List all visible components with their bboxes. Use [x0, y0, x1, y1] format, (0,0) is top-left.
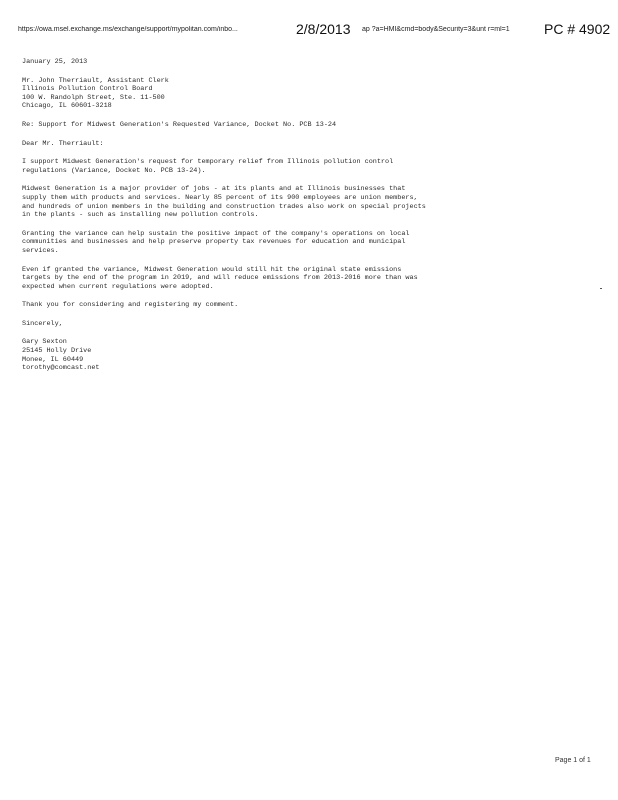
scan-mark — [600, 288, 602, 289]
signature-name: Gary Sexton — [22, 338, 67, 347]
letter-body — [22, 58, 590, 383]
page-number: Page 1 of 1 — [555, 757, 591, 764]
recipient-line: Chicago, IL 60601-3218 — [22, 102, 112, 111]
print-header — [18, 21, 611, 44]
paragraph-support: I support Midwest Generation's request for temporary relief from Illinois pollution control regulations (Variance, Docket No. PCB 13-24). — [22, 158, 394, 175]
header-url-left: https://owa.msel.exchange.ms/exchange/support/mypolitan.com/inbo... — [18, 26, 238, 33]
paragraph-jobs: Midwest Generation is a major provider of jobs - at its plants and at Illinois businesses that supply them with products and services. Nearly 85 percent of its 900 employees are union members, and hundreds of union members in the building and construction trades also work on special projects in the plants - such as installing new pollution controls. — [22, 185, 426, 220]
header-url-right: ap ?a=HMI&cmd=body&Security=3&unt r=ml=1 — [362, 26, 510, 33]
paragraph-thanks: Thank you for considering and registering my comment. — [22, 301, 239, 310]
letter-date: January 25, 2013 — [22, 58, 88, 66]
recipient-line: 100 W. Randolph Street, Ste. 11-500 — [22, 93, 165, 102]
paragraph-impact: Granting the variance can help sustain the positive impact of the company's operations on local communities and businesses and help preserve property tax revenues for education and municipal services. — [22, 229, 410, 255]
closing: Sincerely, — [22, 319, 63, 328]
signature-email: torothy@comcast.net — [22, 364, 100, 373]
signature-address: 25145 Holly Drive — [22, 347, 92, 356]
header-date-stamp: 2/8/2013 — [296, 21, 351, 37]
salutation: Dear Mr. Therriault: — [22, 139, 104, 148]
signature-city: Monee, IL 60449 — [22, 355, 84, 364]
recipient-block — [22, 77, 590, 111]
subject-line: Re: Support for Midwest Generation's Requested Variance, Docket No. PCB 13-24 — [22, 120, 337, 129]
paragraph-emissions: Even if granted the variance, Midwest Generation would still hit the original state emissions targets by the end of the program in 2019, and will reduce emissions from 2013-2016 more than was expected when current regulations were adopted. — [22, 265, 418, 291]
recipient-line: Mr. John Therriault, Assistant Clerk — [22, 76, 169, 85]
signature-block — [22, 338, 590, 372]
pc-number-stamp: PC # 4902 — [544, 21, 611, 37]
recipient-line: Illinois Pollution Control Board — [22, 85, 153, 94]
